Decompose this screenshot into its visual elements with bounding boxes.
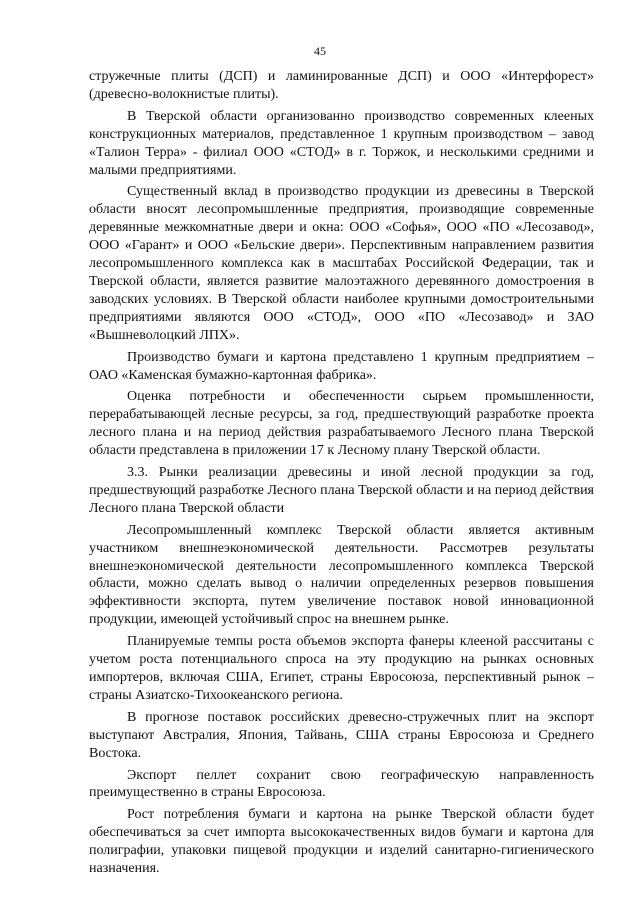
document-body (89, 68, 594, 882)
paragraph: Лесопромышленный комплекс Тверской области является активным участником внешнеэкономической деятельности. Рассмотрев результаты внешнеэкономической деятельности лесопромышленного комплекса Тверской области, можно сделать вывод о наличии определенных резервов повышения эффективности экспорта, путем увеличение поставок новой инновационной продукции, имеющей устойчивый спрос на внешнем рынке. (89, 522, 594, 628)
paragraph: Рост потребления бумаги и картона на рынке Тверской области будет обеспечиваться за счет импорта высококачественных видов бумаги и картона для полиграфии, упаковки пищевой продукции и изделий санитарно-гигиенического назначения. (89, 807, 594, 877)
paragraph: Производство бумаги и картона представлено 1 крупным предприятием – ОАО «Каменская бумажно-картонная фабрика». (89, 349, 594, 383)
paragraph: Оценка потребности и обеспеченности сырьем промышленности, перерабатывающей лесные ресурсы, за год, предшествующий разработке проекта лесного плана и на период действия разрабатываемого Лесного плана Тверской области представлена в приложении 17 к Лесному плану Тверской области. (89, 389, 594, 459)
page-number: 45 (314, 44, 326, 58)
paragraph: Существенный вклад в производство продукции из древесины в Тверской области вносят лесопромышленные предприятия, производящие современные деревянные межкомнатные двери и окна: ООО «Софья», ООО «ПО «Лесозавод», ООО «Гарант» и ООО «Бельские двери». Перспективным направлением развития лесопромышленного комплекса как в масштабах Российской Федерации, так и Тверской области, является развитие малоэтажного деревянного домостроения в заводских условиях. В Тверской области наиболее крупными домостроительными предприятиями являются ООО «СТОД», ООО «ПО «Лесозавод» и ЗАО «Вышневолоцкий ЛПХ». (89, 184, 594, 343)
section-heading: 3.3. Рынки реализации древесины и иной лесной продукции за год, предшествующий разработке Лесного плана Тверской области и на период действия Лесного плана Тверской области (89, 465, 594, 516)
paragraph: Экспорт пеллет сохранит свою географическую направленность преимущественно в страны Евросоюза. (89, 767, 594, 801)
paragraph: В Тверской области организованно производство современных клееных конструкционных материалов, представленное 1 крупным производством – завод «Талион Терра» - филиал ООО «СТОД» в г. Торжок, и несколькими средними и малыми предприятиями. (89, 108, 594, 178)
paragraph: Планируемые темпы роста объемов экспорта фанеры клееной рассчитаны с учетом роста потенциального спроса на эту продукцию на рынках основных импортеров, включая США, Египет, страны Евросоюза, перспективный рынок – страны Азиатско-Тихоокеанского региона. (89, 634, 594, 703)
paragraph: В прогнозе поставок российских древесно-стружечных плит на экспорт выступают Австралия, Япония, Тайвань, США страны Евросоюза и Среднего Востока. (89, 709, 594, 761)
paragraph-continuation: стружечные плиты (ДСП) и ламинированные ДСП) и ООО «Интерфорест» (древесно-волокнистые плиты). (89, 69, 594, 102)
